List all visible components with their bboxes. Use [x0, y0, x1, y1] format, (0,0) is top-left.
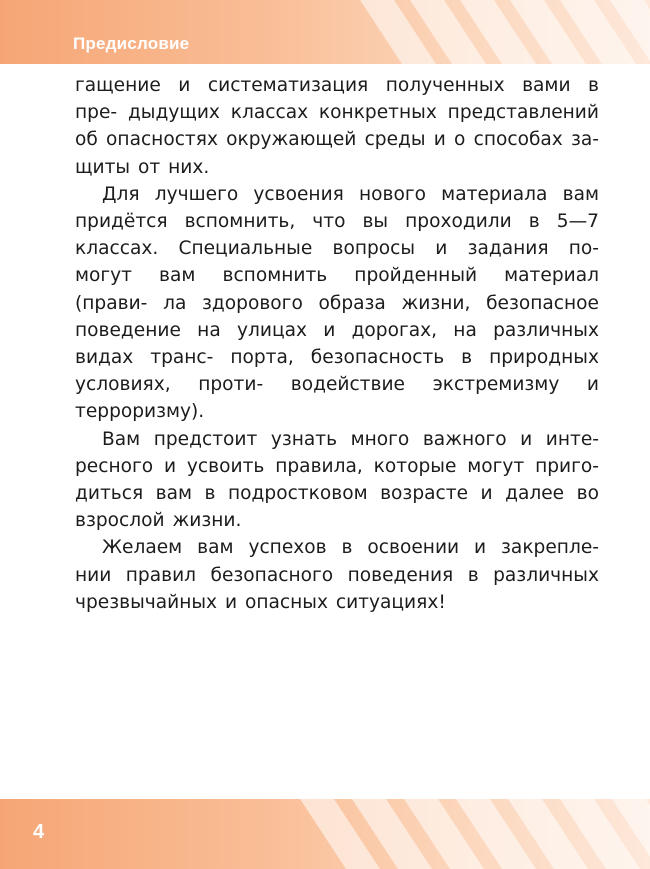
text-line: во взрослой жизни.: [75, 483, 599, 532]
text-line: придётся вспомнить, что вы проходили в: [75, 211, 540, 233]
text-line: 5—7 классах. Специальные вопросы и задания по-: [75, 211, 599, 260]
text-line: порта, безопасность в природных условиях, проти-: [75, 347, 599, 396]
text-line: Желаем вам успехов в освоении и закрепле-: [102, 537, 599, 559]
text-line: щиты от них.: [75, 156, 210, 178]
header-stripes: [0, 0, 650, 64]
running-header-title: Предисловие: [73, 34, 190, 53]
text-line: ла здорового образа жизни, безопасное поведение: [75, 292, 599, 341]
text-line: гащение и систематизация полученных вами в пре-: [75, 75, 599, 124]
paragraph-3: [75, 426, 599, 535]
text-line: чрезвычайных и опасных ситуациях!: [75, 591, 446, 613]
footer-band: [0, 799, 650, 869]
text-line: опасностях окружающей среды и о способах за-: [106, 129, 599, 151]
paragraph-4: [75, 534, 599, 616]
text-line: дыдущих классах конкретных представлений об: [75, 102, 599, 151]
text-line: Вам предстоит узнать много важного и инте-: [102, 428, 599, 450]
page-number: 4: [33, 821, 45, 843]
text-line: ресного и усвоить правила, которые могут приго-: [75, 455, 599, 477]
page-body: [75, 72, 599, 616]
footer-stripes: [0, 799, 650, 869]
header-band: [0, 0, 650, 64]
text-line: диться вам в подростковом возрасте и далее: [75, 483, 565, 505]
paragraph-1: [75, 72, 599, 181]
text-line: на улицах и дорогах, на различных видах транс-: [75, 319, 599, 369]
text-line: могут вам вспомнить пройденный материал (прави-: [75, 265, 599, 314]
text-line: нии правил безопасного поведения в различных: [75, 564, 599, 586]
paragraph-2: [75, 181, 599, 426]
text-line: водействие экстремизму и терроризму).: [75, 374, 599, 423]
text-line: Для лучшего усвоения нового материала вам: [102, 183, 599, 205]
